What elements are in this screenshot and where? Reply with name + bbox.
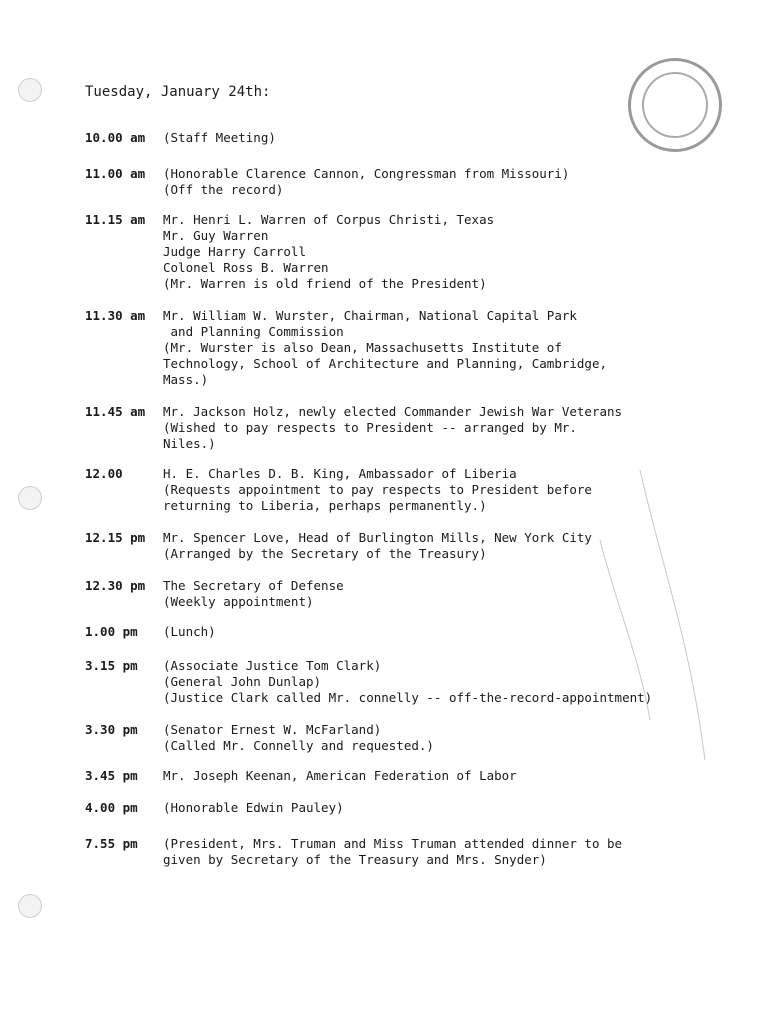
entry-line: (Justice Clark called Mr. connelly -- off-the-record-appointment)	[163, 690, 653, 705]
entry-text	[163, 530, 743, 562]
entry-text	[163, 466, 743, 514]
entry-text	[163, 130, 743, 146]
entry-line: Colonel Ross B. Warren	[163, 260, 329, 275]
entry-time: 11.45 am	[85, 404, 146, 419]
entry-line: and Planning Commission	[163, 324, 344, 339]
entry-line: Mr. Spencer Love, Head of Burlington Mills, New York City	[163, 530, 592, 545]
entry-time: 3.45 pm	[85, 768, 138, 783]
entry-line: (Mr. Wurster is also Dean, Massachusetts Institute of	[163, 340, 562, 355]
entry-line: (Mr. Warren is old friend of the President)	[163, 276, 487, 291]
entry-line: (Associate Justice Tom Clark)	[163, 658, 382, 673]
entry-line: given by Secretary of the Treasury and Mrs. Snyder)	[163, 852, 547, 867]
entry-time: 12.30 pm	[85, 578, 146, 593]
entry-time: 7.55 pm	[85, 836, 138, 851]
entry-line: The Secretary of Defense	[163, 578, 344, 593]
entry-line: Mr. Guy Warren	[163, 228, 269, 243]
entry-line: Mass.)	[163, 372, 209, 387]
entry-line: (Called Mr. Connelly and requested.)	[163, 738, 434, 753]
entry-line: (Senator Ernest W. McFarland)	[163, 722, 382, 737]
entry-time: 12.00	[85, 466, 123, 481]
entry-text	[163, 658, 743, 706]
entry-line: (Weekly appointment)	[163, 594, 314, 609]
entry-line: (Honorable Clarence Cannon, Congressman from Missouri)	[163, 166, 570, 181]
entry-line: H. E. Charles D. B. King, Ambassador of Liberia	[163, 466, 517, 481]
entry-text	[163, 578, 743, 610]
entry-line: (Honorable Edwin Pauley)	[163, 800, 344, 815]
entry-line: (Lunch)	[163, 624, 216, 639]
entry-time: 11.00 am	[85, 166, 146, 181]
entry-line: (Wished to pay respects to President -- arranged by Mr.	[163, 420, 577, 435]
entry-line: Technology, School of Architecture and Planning, Cambridge,	[163, 356, 608, 371]
entry-text	[163, 722, 743, 754]
entry-line: Mr. Jackson Holz, newly elected Commander Jewish War Veterans	[163, 404, 623, 419]
entry-line: (Staff Meeting)	[163, 130, 276, 145]
entry-line: (General John Dunlap)	[163, 674, 322, 689]
entry-text	[163, 768, 743, 784]
entry-time: 3.15 pm	[85, 658, 138, 673]
entry-text	[163, 800, 743, 816]
entry-time: 1.00 pm	[85, 624, 138, 639]
entry-text	[163, 836, 743, 868]
entry-text	[163, 308, 743, 388]
entry-line: returning to Liberia, perhaps permanently.)	[163, 498, 487, 513]
entry-line: (President, Mrs. Truman and Miss Truman attended dinner to be	[163, 836, 623, 851]
date-header: Tuesday, January 24th:	[85, 84, 271, 100]
entry-time: 11.15 am	[85, 212, 146, 227]
entry-text	[163, 212, 743, 292]
entry-line: Judge Harry Carroll	[163, 244, 306, 259]
entry-text	[163, 624, 743, 640]
entry-time: 4.00 pm	[85, 800, 138, 815]
entry-line: Niles.)	[163, 436, 216, 451]
entry-line: Mr. Joseph Keenan, American Federation of Labor	[163, 768, 517, 783]
entry-time: 10.00 am	[85, 130, 146, 145]
entry-line: (Arranged by the Secretary of the Treasury)	[163, 546, 487, 561]
entry-line: Mr. William W. Wurster, Chairman, National Capital Park	[163, 308, 577, 323]
entry-text	[163, 404, 743, 452]
entry-line: (Requests appointment to pay respects to President before	[163, 482, 592, 497]
entry-line: (Off the record)	[163, 182, 284, 197]
entry-text	[163, 166, 743, 198]
entry-time: 12.15 pm	[85, 530, 146, 545]
entry-line: Mr. Henri L. Warren of Corpus Christi, Texas	[163, 212, 495, 227]
entry-time: 3.30 pm	[85, 722, 138, 737]
entry-time: 11.30 am	[85, 308, 146, 323]
